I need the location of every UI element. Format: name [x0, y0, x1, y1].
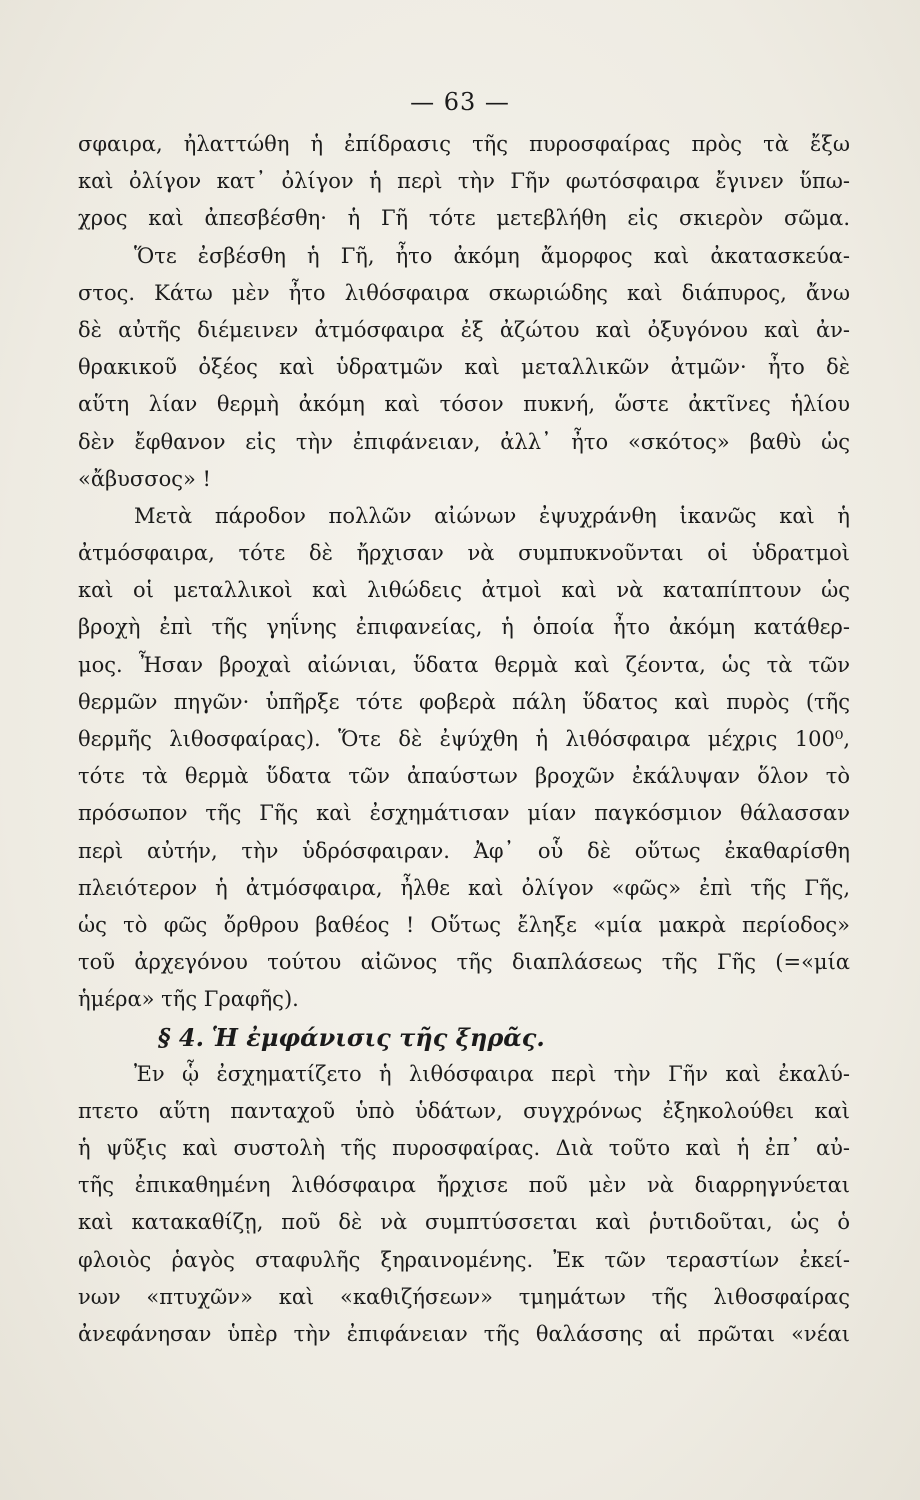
- text-line: πλειότερον ἡ ἀτμόσφαιρα, ἦλθε καὶ ὀλίγον «φῶς» ἐπὶ τῆς Γῆς,: [78, 875, 850, 900]
- text-line: καὶ οἱ μεταλλικοὶ καὶ λιθώδεις ἀτμοὶ καὶ νὰ καταπίπτουν ὡς: [78, 578, 850, 603]
- text-line: πρόσωπον τῆς Γῆς καὶ ἐσχημάτισαν μίαν παγκόσμιον θάλασσαν: [78, 801, 850, 826]
- text-line: ἡμέρα» τῆς Γραφῆς).: [78, 987, 299, 1012]
- text-line: ἀτμόσφαιρα, τότε δὲ ἤρχισαν νὰ συμπυκνοῦνται οἱ ὑδρατμοὶ: [78, 541, 850, 566]
- page-number: — 63 —: [410, 88, 510, 116]
- text-line: θρακικοῦ ὀξέος καὶ ὑδρατμῶν καὶ μεταλλικῶν ἀτμῶν· ἦτο δὲ: [78, 355, 850, 380]
- text-line: βροχὴ ἐπὶ τῆς γηΐνης ἐπιφανείας, ἡ ὁποία ἦτο ἀκόμη κατάθερ-: [78, 615, 850, 640]
- text-line: τοῦ ἀρχεγόνου τούτου αἰῶνος τῆς διαπλάσεως τῆς Γῆς (=«μία: [78, 950, 850, 975]
- text-line: νων «πτυχῶν» καὶ «καθιζήσεων» τμημάτων τῆς λιθοσφαίρας: [78, 1284, 850, 1309]
- section-heading: [78, 1019, 850, 1056]
- text-line: ἀνεφάνησαν ὑπὲρ τὴν ἐπιφάνειαν τῆς θαλάσσης αἱ πρῶται «νέαι: [78, 1322, 850, 1346]
- text-line: χρος καὶ ἀπεσβέσθη· ἡ Γῆ τότε μετεβλήθη εἰς σκιερὸν σῶμα.: [78, 206, 850, 231]
- section-title: Ἡ ἐμφάνισις τῆς ξηρᾶς.: [211, 1022, 545, 1052]
- text-line: στος. Κάτω μὲν ἦτο λιθόσφαιρα σκωριώδης καὶ διάπυρος, ἄνω: [78, 280, 850, 305]
- text-line: δὲ αὐτῆς διέμεινεν ἀτμόσφαιρα ἐξ ἀζώτου καὶ ὀξυγόνου καὶ ἀν-: [78, 317, 850, 342]
- text-line: καὶ κατακαθίζῃ, ποῦ δὲ νὰ συμπτύσσεται καὶ ῥυτιδοῦται, ὡς ὁ: [78, 1210, 850, 1235]
- text-line: φλοιὸς ῥαγὸς σταφυλῆς ξηραινομένης. Ἐκ τῶν τεραστίων ἐκεί-: [78, 1247, 850, 1272]
- text-line: τῆς ἐπικαθημένη λιθόσφαιρα ἤρχισε ποῦ μὲν νὰ διαρρηγνύεται: [78, 1173, 850, 1198]
- text-line: θερμῆς λιθοσφαίρας). Ὅτε δὲ ἐψύχθη ἡ λιθόσφαιρα μέχρις 100⁰,: [78, 727, 850, 751]
- section-number: § 4.: [158, 1022, 204, 1052]
- text-line: καὶ ὀλίγον κατ᾽ ὀλίγον ἡ περὶ τὴν Γῆν φωτόσφαιρα ἔγινεν ὕπω-: [78, 169, 850, 194]
- text-line: δὲν ἔφθανον εἰς τὴν ἐπιφάνειαν, ἀλλ᾽ ἦτο «σκότος» βαθὺ ὡς: [78, 429, 850, 454]
- text-line: περὶ αὐτήν, τὴν ὑδρόσφαιραν. Ἀφ᾽ οὗ δὲ οὕτως ἐκαθαρίσθη: [78, 838, 850, 863]
- text-line: Ἐν ᾧ ἐσχηματίζετο ἡ λιθόσφαιρα περὶ τὴν Γῆν καὶ ἐκαλύ-: [134, 1061, 850, 1086]
- text-line: «ἄβυσσος» !: [78, 466, 211, 491]
- text-line: ἡ ψῦξις καὶ συστολὴ τῆς πυροσφαίρας. Διὰ τοῦτο καὶ ἡ ἐπ᾽ αὐ-: [78, 1136, 850, 1161]
- text-line: πτετο αὕτη πανταχοῦ ὑπὸ ὑδάτων, συγχρόνως ἐξηκολούθει καὶ: [78, 1098, 850, 1123]
- text-line: αὕτη λίαν θερμὴ ἀκόμη καὶ τόσον πυκνή, ὥστε ἀκτῖνες ἡλίου: [78, 392, 850, 417]
- text-line: Ὅτε ἐσβέσθη ἡ Γῆ, ἦτο ἀκόμη ἄμορφος καὶ ἀκατασκεύα-: [134, 243, 850, 268]
- text-line: τότε τὰ θερμὰ ὕδατα τῶν ἀπαύστων βροχῶν ἐκάλυψαν ὅλον τὸ: [78, 764, 850, 789]
- text-line: μος. Ἦσαν βροχαὶ αἰώνιαι, ὕδατα θερμὰ καὶ ζέοντα, ὡς τὰ τῶν: [78, 652, 850, 677]
- text-line: ὡς τὸ φῶς ὄρθρου βαθέος ! Οὕτως ἔληξε «μία μακρὰ περίοδος»: [78, 912, 850, 937]
- text-line: Μετὰ πάροδον πολλῶν αἰώνων ἐψυχράνθη ἱκανῶς καὶ ἡ: [134, 503, 850, 528]
- text-line: σφαιρα, ἠλαττώθη ἡ ἐπίδρασις τῆς πυροσφαίρας πρὸς τὰ ἔξω: [78, 132, 850, 156]
- body-text: [78, 126, 850, 1353]
- text-line: θερμῶν πηγῶν· ὑπῆρξε τότε φοβερὰ πάλη ὕδατος καὶ πυρὸς (τῆς: [78, 689, 850, 714]
